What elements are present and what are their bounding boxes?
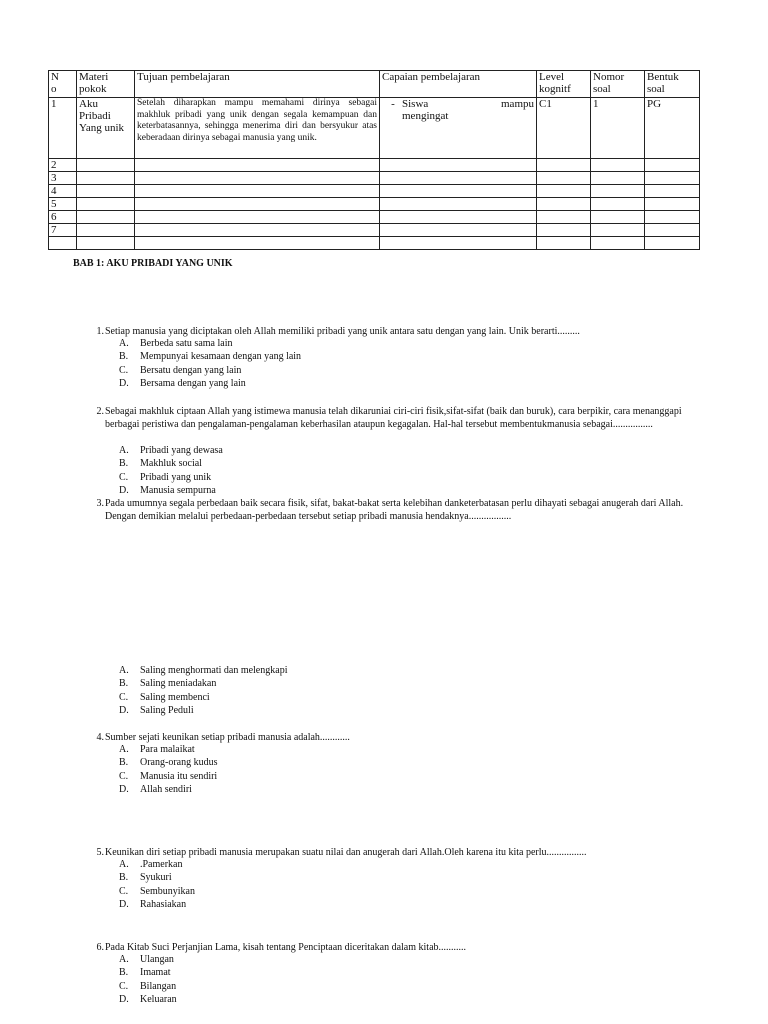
option-d[interactable]: D. Rahasiakan (119, 898, 187, 910)
table-row (49, 172, 700, 185)
cell-level: C1 (537, 98, 591, 159)
section-title: BAB 1: AKU PRIBADI YANG UNIK (73, 258, 233, 269)
option-c[interactable]: C. Sembunyikan (119, 885, 195, 897)
question-stem: Sebagai makhluk ciptaan Allah yang istimewa manusia telah dikaruniai ciri-ciri fisik,sifat-sifat (baik dan buruk), cara berpikir, cara menanggapi berbagai peristiwa dan pengalaman-pengalaman keberhasilan ataupun kegagalan. Hal-hal tersebut membentukmanusia sebagai................ (105, 406, 682, 430)
question-3 (84, 497, 704, 523)
header-bentuk: Bentuk soal (645, 71, 700, 98)
option-b[interactable]: B. Orang-orang kudus (119, 757, 218, 769)
table-header-row (49, 71, 700, 98)
cell-tujuan: Setelah diharapkan mampu memahami dirinya sebagai makhluk pribadi yang unik dengan segala kemampuan dan keterbatasannya, sehingga menerima diri dan bersyukur atas keberadaan dirinya sebagai manusia yang unik. (135, 98, 380, 159)
question-number: 3. (96, 498, 104, 509)
cell-no: 6 (49, 211, 77, 224)
table-row (49, 159, 700, 172)
option-a[interactable]: A. Ulangan (119, 954, 174, 965)
table-row (49, 237, 700, 250)
option-d[interactable]: D. Saling Peduli (119, 704, 194, 716)
question-4-options (119, 743, 217, 796)
question-5-options (119, 858, 195, 911)
header-no: N o (49, 71, 77, 98)
header-tujuan: Tujuan pembelajaran (135, 71, 380, 98)
question-number: 1. (96, 326, 104, 337)
cell-no: 7 (49, 224, 77, 237)
option-c[interactable]: C. Saling membenci (119, 691, 210, 703)
option-a[interactable]: A. Berbeda satu sama lain (119, 338, 233, 349)
table-row (49, 98, 700, 159)
option-d[interactable]: D. Bersama dengan yang lain (119, 377, 246, 389)
table-row (49, 198, 700, 211)
question-number: 5. (96, 847, 104, 858)
table-row (49, 224, 700, 237)
capaian-dash: - (391, 98, 395, 110)
question-number: 4. (96, 732, 104, 743)
header-level: Level kognitf (537, 71, 591, 98)
header-materi: Materi pokok (77, 71, 135, 98)
question-number: 2. (96, 406, 104, 417)
question-2-options (119, 444, 223, 497)
option-b[interactable]: B. Imamat (119, 967, 171, 979)
question-stem: Sumber sejati keunikan setiap pribadi manusia adalah............ (105, 732, 350, 743)
cell-no: 2 (49, 159, 77, 172)
cell-no: 3 (49, 172, 77, 185)
question-6-options (119, 953, 177, 1006)
question-stem: Pada Kitab Suci Perjanjian Lama, kisah tentang Penciptaan diceritakan dalam kitab........... (105, 942, 467, 953)
question-3-options (119, 664, 287, 717)
option-a[interactable]: A. Para malaikat (119, 744, 195, 755)
cell-no (49, 237, 77, 250)
question-stem: Setiap manusia yang diciptakan oleh Allah memiliki pribadi yang unik antara satu dengan yang lain. Unik berarti......... (105, 326, 580, 337)
cell-no: 1 (49, 98, 77, 159)
capaian-word-2: mampu (501, 98, 534, 110)
option-d[interactable]: D. Manusia sempurna (119, 484, 216, 496)
question-number: 6. (96, 942, 104, 953)
table-row (49, 211, 700, 224)
cell-no: 5 (49, 198, 77, 211)
question-stem: Pada umumnya segala perbedaan baik secara fisik, sifat, bakat-bakat serta kelebihan danketerbatasan perlu dihayati sebagai anugerah dari Allah. Dengan demikian melalui perbedaan-perbedaan tersebut setiap pribadi manusia hendaknya................. (105, 498, 684, 522)
cell-no: 4 (49, 185, 77, 198)
option-c[interactable]: C. Pribadi yang unik (119, 471, 212, 483)
question-1-options (119, 337, 301, 390)
cell-materi: Aku Pribadi Yang unik (77, 98, 135, 159)
option-d[interactable]: D. Keluaran (119, 993, 177, 1005)
question-6 (84, 941, 704, 954)
option-b[interactable]: B. Saling meniadakan (119, 678, 217, 690)
kisi-kisi-table (48, 70, 700, 250)
option-a[interactable]: A. .Pamerkan (119, 859, 183, 870)
capaian-word-3: mengingat (402, 110, 449, 122)
option-b[interactable]: B. Makhluk social (119, 458, 202, 470)
table-row (49, 185, 700, 198)
header-nomor: Nomor soal (591, 71, 645, 98)
cell-capaian (380, 98, 537, 159)
option-a[interactable]: A. Pribadi yang dewasa (119, 445, 223, 456)
question-2 (84, 405, 704, 431)
option-c[interactable]: C. Bilangan (119, 980, 177, 992)
option-a[interactable]: A. Saling menghormati dan melengkapi (119, 665, 288, 676)
cell-nomor: 1 (591, 98, 645, 159)
header-capaian: Capaian pembelajaran (380, 71, 537, 98)
capaian-word-1: Siswa (402, 98, 429, 110)
option-b[interactable]: B. Mempunyai kesamaan dengan yang lain (119, 351, 302, 363)
option-b[interactable]: B. Syukuri (119, 872, 172, 884)
option-c[interactable]: C. Manusia itu sendiri (119, 770, 218, 782)
option-d[interactable]: D. Allah sendiri (119, 783, 192, 795)
cell-bentuk: PG (645, 98, 700, 159)
option-c[interactable]: C. Bersatu dengan yang lain (119, 364, 242, 376)
question-stem: Keunikan diri setiap pribadi manusia merupakan suatu nilai dan anugerah dari Allah.Oleh karena itu kita perlu................ (105, 847, 587, 858)
